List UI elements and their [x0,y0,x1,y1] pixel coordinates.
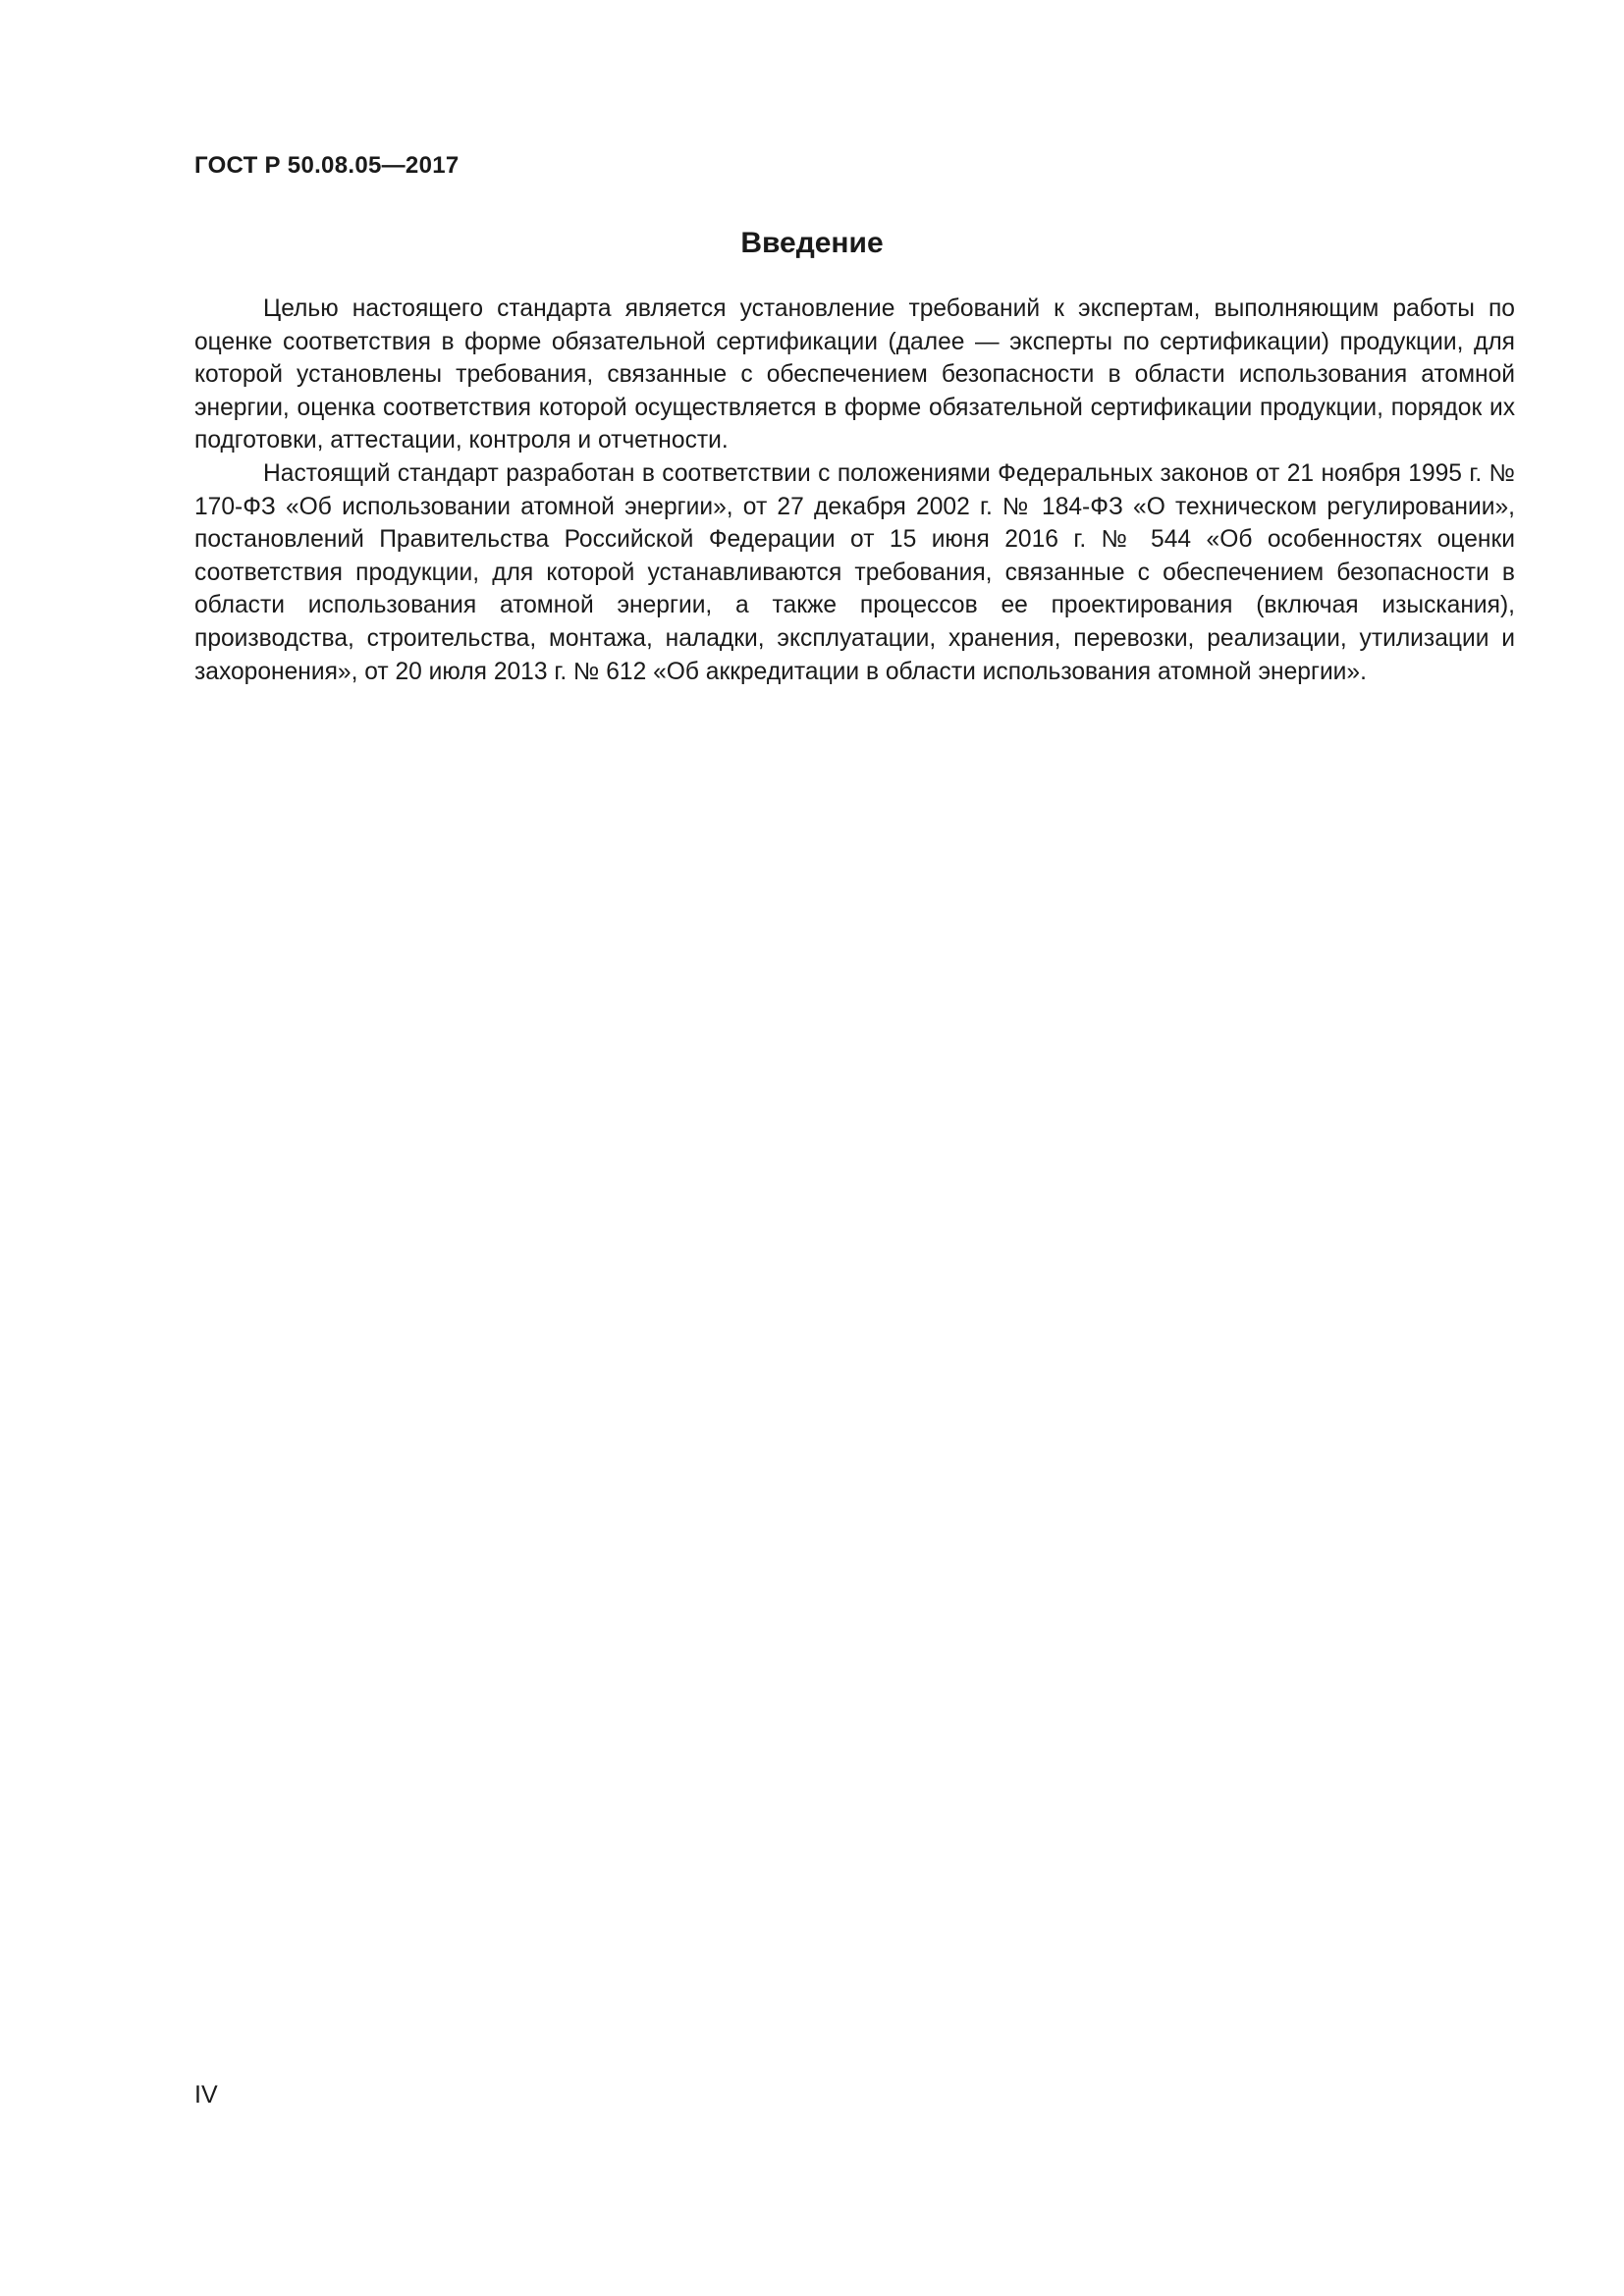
paragraph-purpose: Целью настоящего стандарта является установление требований к экспертам, выполняющим работы по оценке соответствия в форме обязательной сертификации (далее — эксперты по сертификации) продукции, для которой установлены требования, связанные с обеспечением безопасности в области использования атомной энергии, оценка соответствия которой осуществляется в форме обязательной сертификации продукции, порядок их подготовки, аттестации, контроля и отчетности. [194,295,1515,454]
page-number: IV [194,2081,218,2109]
section-title: Введение [740,227,884,259]
document-code: ГОСТ Р 50.08.05—2017 [194,152,460,179]
paragraph-legal-basis: Настоящий стандарт разработан в соответствии с положениями Федеральных законов от 21 ноября 1995 г. № 170-ФЗ «Об использовании атомной энергии», от 27 декабря 2002 г. № 184-ФЗ «О техническом регулировании», постановлений Правительства Российской Федерации от 15 июня 2016 г. № 544 «Об особенностях оценки соответствия продукции, для которой устанавливаются требования, связанные с обеспечением безопасности в области использования атомной энергии, а также процессов ее проектирования (включая изыскания), производства, строительства, монтажа, наладки, эксплуатации, хранения, перевозки, реализации, утилизации и захоронения», от 20 июля 2013 г. № 612 «Об аккредитации в области использования атомной энергии». [194,459,1515,685]
body-text [194,293,1515,688]
